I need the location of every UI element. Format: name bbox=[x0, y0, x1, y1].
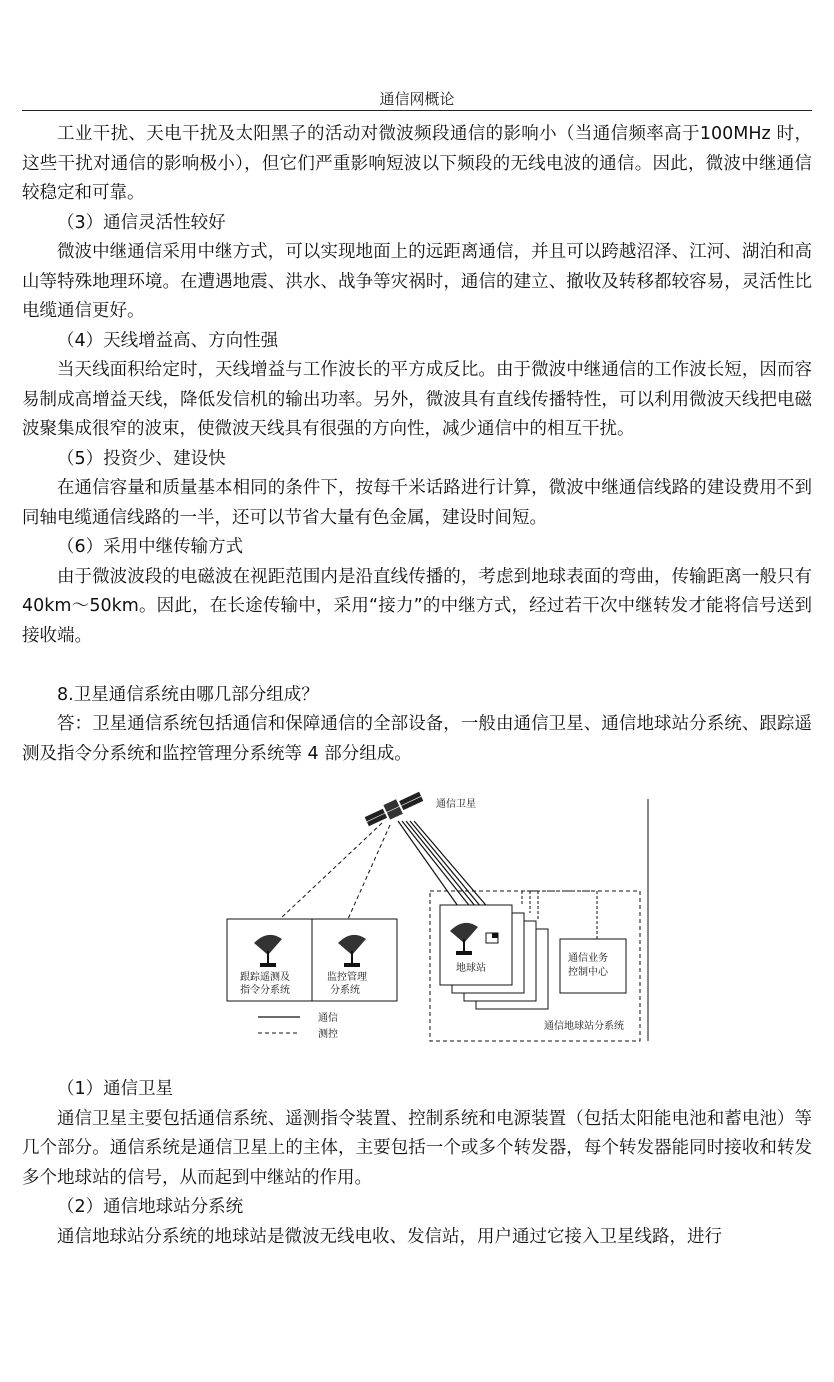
paragraph-interference: 工业干扰、天电干扰及太阳黑子的活动对微波频段通信的影响小（当通信频率高于100MHz 时，这些干扰对通信的影响极小），但它们严重影响短波以下频段的无线电波的通信。因此，微波中继通信较稳定和可靠。 bbox=[22, 124, 812, 203]
comm-link-2 bbox=[402, 821, 472, 909]
comm-link-1 bbox=[398, 821, 460, 909]
control-center-box bbox=[560, 939, 626, 993]
satellite-label: 通信卫星 bbox=[436, 799, 476, 810]
earth-station-label: 地球站 bbox=[456, 963, 486, 974]
tracking-label-line2: 指令分系统 bbox=[240, 985, 290, 996]
section-body: 微波中继通信采用中继方式，可以实现地面上的远距离通信，并且可以跨越沼泽、江河、湖泊和高山等特殊地理环境。在遭遇地震、洪水、战争等灾祸时，通信的建立、撤收及转移都较容易，灵活性比电缆通信更好。 bbox=[22, 242, 812, 321]
page-header-title: 通信网概论 bbox=[379, 90, 455, 108]
satellite-system-diagram bbox=[22, 779, 812, 1071]
monitor-label-line1: 监控管理 bbox=[327, 972, 367, 983]
section-body: 通信地球站分系统的地球站是微波无线电收、发信站，用户通过它接入卫星线路，进行 bbox=[57, 1226, 722, 1247]
diagram-svg bbox=[22, 779, 812, 1071]
monitor-label-line2: 分系统 bbox=[330, 985, 360, 996]
section-heading: （1）通信卫星 bbox=[57, 1079, 174, 1099]
tracking-label-line1: 跟踪遥测及 bbox=[240, 972, 290, 983]
comm-link-3 bbox=[406, 821, 484, 917]
tracking-dish-icon bbox=[254, 935, 282, 967]
control-center-label-line1: 通信业务 bbox=[568, 953, 608, 964]
legend-control-label: 测控 bbox=[318, 1029, 338, 1040]
section-body: 由于微波波段的电磁波在视距范围内是沿直线传播的，考虑到地球表面的弯曲，传输距离一般只有 40km～50km。因此，在长途传输中，采用“接力”的中继方式，经过若干次中继转发才能将信号送到接收端。 bbox=[22, 566, 812, 646]
section-heading: （5）投资少、建设快 bbox=[57, 448, 226, 469]
control-link-monitor bbox=[348, 825, 390, 919]
section-body: 通信卫星主要包括通信系统、遥测指令装置、控制系统和电源装置（包括太阳能电池和蓄电池）等几个部分。通信系统是通信卫星上的主体，主要包括一个或多个转发器，每个转发器能同时接收和转发多个地球站的信号，从而起到中继站的作用。 bbox=[22, 1108, 812, 1188]
section-body: 当天线面积给定时，天线增益与工作波长的平方成反比。由于微波中继通信的工作波长短，因而容易制成高增益天线，降低发信机的输出功率。另外，微波具有直线传播特性，可以利用微波天线把电磁波聚集成很窄的波束，使微波天线具有很强的方向性，减少通信中的相互干扰。 bbox=[22, 360, 812, 439]
section-heading: （3）通信灵活性较好 bbox=[57, 212, 226, 233]
section-heading: （4）天线增益高、方向性强 bbox=[57, 330, 279, 351]
earth-subsystem-label: 通信地球站分系统 bbox=[544, 1021, 624, 1032]
control-link-tracking bbox=[280, 823, 382, 919]
monitor-dish-icon bbox=[338, 935, 366, 967]
control-center-label-line2: 控制中心 bbox=[568, 967, 608, 978]
section-heading: （6）采用中继传输方式 bbox=[57, 537, 244, 557]
header-rule bbox=[22, 110, 812, 111]
legend-comm-label: 通信 bbox=[318, 1013, 338, 1024]
section-body: 在通信容量和质量基本相同的条件下，按每千米话路进行计算，微波中继通信线路的建设费用不到同轴电缆通信线路的一半，还可以节省大量有色金属，建设时间短。 bbox=[22, 478, 812, 528]
answer-8: 答：卫星通信系统包括通信和保障通信的全部设备，一般由通信卫星、通信地球站分系统、跟踪遥测及指令分系统和监控管理分系统等 4 部分组成。 bbox=[22, 714, 812, 764]
page-content bbox=[22, 120, 812, 1252]
section-heading: （2）通信地球站分系统 bbox=[57, 1197, 244, 1217]
question-8: 8.卫星通信系统由哪几部分组成？ bbox=[57, 684, 319, 705]
